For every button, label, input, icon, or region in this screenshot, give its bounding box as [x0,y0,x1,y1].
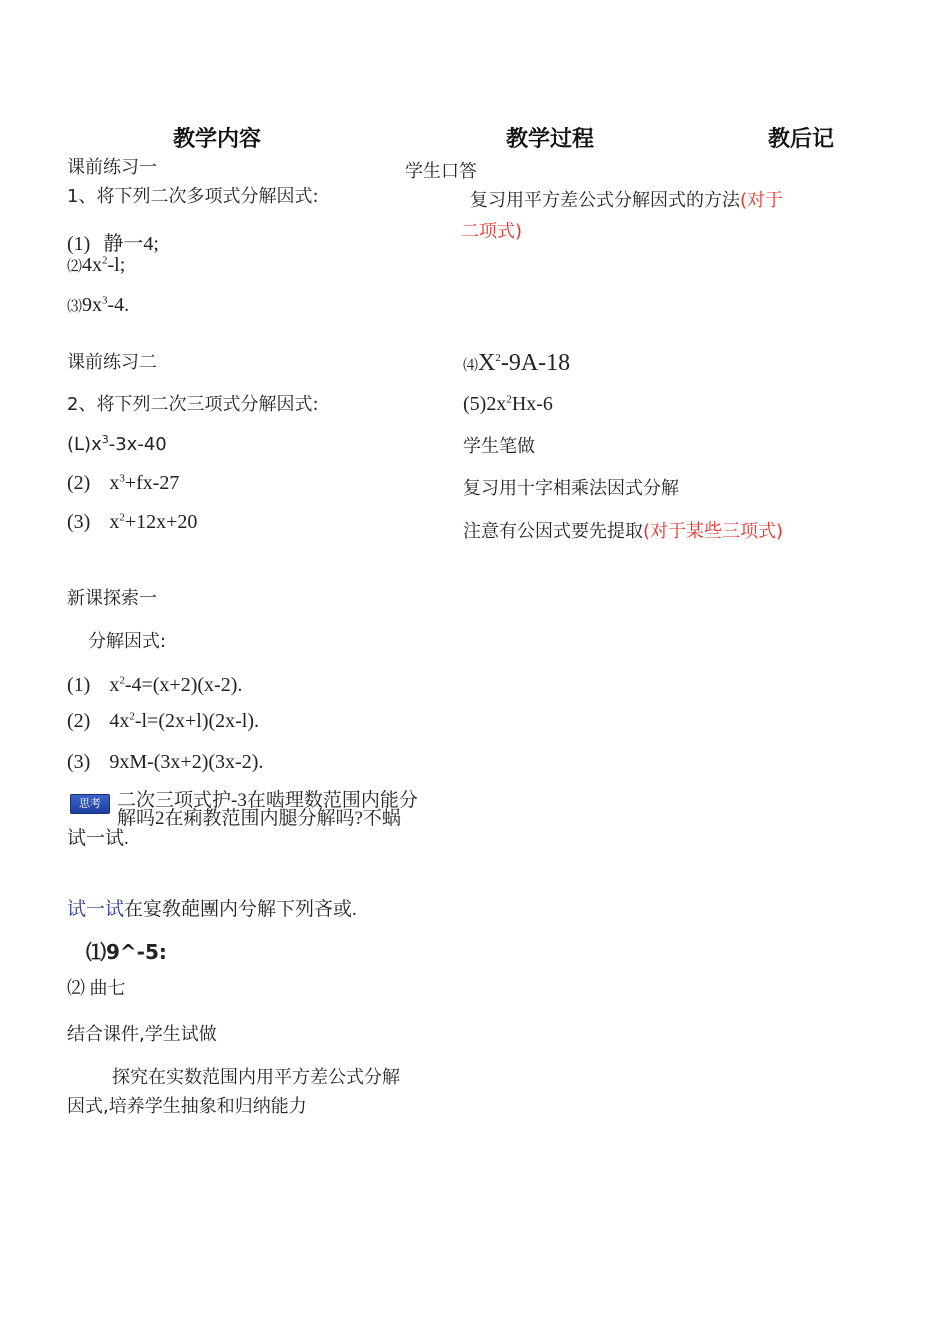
think-line-2: 解吗2在痢教范围内腿分解吗?不蜗 [117,808,401,829]
item-post: -4. [107,294,130,316]
student-answer-clipped: 学生口答 [405,161,477,182]
ex2-title: 课前练习二 [67,352,157,373]
explore-line-2: 因式,培养学生抽象和归纳能力 [67,1096,307,1117]
right-item-4 [463,350,570,377]
review-1-red: (对于 [740,190,784,211]
item-label: ⑷ [463,358,479,374]
item-text: 9xM-(3x+2)(3x-2). [109,751,264,773]
note-text: 注意有公因式要先提取 [463,521,643,542]
item-post: Hx-6 [511,393,553,415]
item-sup: 2 [119,511,125,524]
header-notes: 教后记 [768,127,835,152]
new-title: 新课探索一 [67,588,157,609]
review-1-text: 复习用平方差公式分解因式的方法 [470,190,740,211]
ex2-item-2 [67,472,179,495]
item-pre: x [91,434,102,455]
try-text: 在宴敎葩團内兮解下列吝或. [124,899,357,920]
combine-note: 结合课件,学生试做 [67,1024,217,1045]
item-label: (3) [67,751,91,773]
new-prompt: 分解因式: [88,631,167,652]
item-post: -9A-18 [500,350,571,376]
item-post: -l=(2x+l)(2x-l). [134,710,260,732]
header-process: 教学过程 [506,127,595,152]
item-sup: 2 [102,254,108,267]
try-label: 试一试 [67,899,125,920]
try-item-2: ⑵ 曲七 [67,978,126,998]
item-pre: 9x [82,294,103,316]
new-item-1 [67,674,242,697]
item-pre: x [109,472,120,494]
try-item-1: ⑴9^-5: [86,940,167,964]
item-sup: 3 [101,433,109,446]
item-label: (5) [463,393,487,415]
ex1-title: 课前练习一 [67,157,157,178]
item-pre: 2x [486,393,507,415]
explore-line-1: 探究在实数范围内用平方差公式分解 [112,1067,400,1088]
try-line [67,894,357,921]
item-pre: x [109,674,120,696]
note-red: (对于某些三项式) [643,521,784,542]
think-badge-icon [70,792,110,814]
item-pre: x [109,511,120,533]
item-sup: 2 [129,710,135,723]
item-label: (L) [67,434,92,455]
ex1-item-2 [67,254,125,277]
item-pre: X [478,350,496,376]
ex2-item-1 [67,434,167,455]
ex1-item-1 [67,227,159,256]
item-label: (3) [67,511,91,533]
item-label: (1) [67,674,91,696]
item-text: 静一4; [103,233,159,255]
item-pre: 4x [109,710,130,732]
item-sup: 2 [119,674,125,687]
ex1-item-3 [67,294,129,317]
item-sup: 3 [102,294,108,307]
common-factor-note [463,517,783,543]
think-line-1: 二次三项式护-3在啮理数范围内能分 [117,790,418,811]
student-write: 学生笔做 [463,436,535,457]
item-post: -l; [107,254,126,276]
header-content: 教学内容 [173,127,262,152]
item-sup: 2 [495,352,501,364]
item-pre: 4x [82,254,103,276]
item-post: -4=(x+2)(x-2). [124,674,243,696]
item-post: +fx-27 [124,472,180,494]
item-label: (2) [67,472,91,494]
item-label: ⑵ [67,259,83,275]
ex2-prompt: 2、将下列二次三项式分解因式: [67,394,319,415]
item-label: (1) [67,233,91,255]
review-2: 复习用十字相乘法因式分解 [463,478,679,499]
right-item-5 [463,393,553,416]
ex1-prompt: 1、将下列二次多项式分解因式: [67,186,319,207]
item-label: ⑶ [67,299,83,315]
new-item-3 [67,751,263,774]
item-sup: 2 [506,393,512,406]
ex2-item-3 [67,511,197,534]
item-post: +12x+20 [124,511,198,533]
new-item-2 [67,710,259,733]
think-badge-label: 思考 [70,794,110,814]
review-1-red-cont: 二项式) [461,221,523,242]
item-label: (2) [67,710,91,732]
item-sup: 3 [119,472,125,485]
think-line-3: 试一试. [67,828,129,849]
review-1 [470,186,783,212]
item-post: -3x-40 [108,434,167,455]
